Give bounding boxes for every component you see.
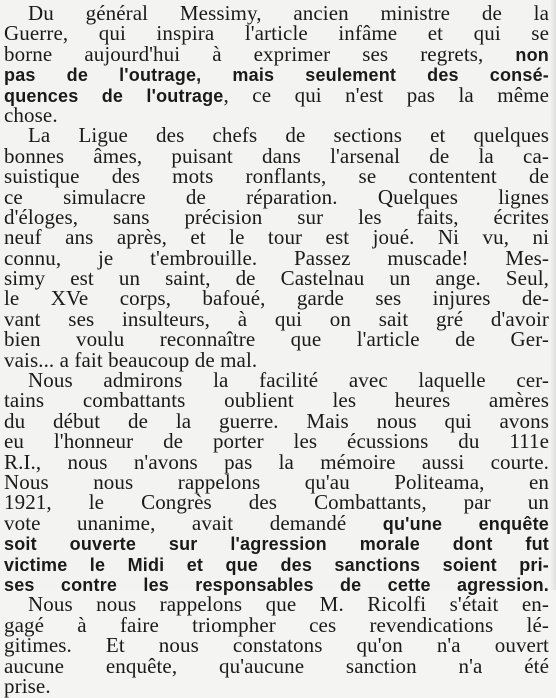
text-line: vote unanime, avait demandé qu'une enquête: [4, 510, 549, 535]
paragraph-1: [4, 3, 549, 125]
text-line: borne aujourd'hui à exprimer ses regrets, non: [4, 41, 549, 66]
text-line: chose.: [4, 102, 58, 127]
text-line: eu l'honneur de porter les écussions du 111e: [4, 429, 549, 454]
text-line: du début de la guerre. Mais nous qui avons: [4, 408, 549, 433]
bold-text: qu'une enquête: [382, 513, 549, 534]
text-line: Nous admirons la facilité avec laquelle cer-: [28, 368, 549, 393]
paragraph-3: [4, 370, 549, 696]
text-line: Nous nous rappelons qu'au Politeama, en: [4, 469, 549, 494]
text-line: tains combattants oublient les heures amères: [4, 388, 549, 413]
bold-text: non: [515, 44, 549, 65]
text-line: La Ligue des chefs de sections et quelques: [28, 123, 549, 148]
text-line: neuf ans après, et le tour est joué. Ni vu, ni: [4, 225, 549, 250]
bold-text: victime le Midi et que des sanctions soient pri-: [4, 554, 549, 575]
text-line: quences de l'outrage, ce qui n'est pas la même: [4, 82, 549, 107]
text-line: prise.: [4, 673, 51, 698]
text-line: gagé à faire triompher ces revendications lé-: [4, 612, 549, 637]
article-column: [4, 3, 549, 696]
text-line: suistique des mots ronflants, se contentent de: [4, 164, 549, 189]
text-line: bien voulu reconnaître que l'article de Ger-: [4, 327, 549, 352]
text-line: Du général Messimy, ancien ministre de la: [28, 1, 549, 25]
text-line: [4, 64, 549, 84]
text-line: [4, 574, 549, 594]
text-line: Guerre, qui inspira l'article infâme et qui se: [4, 21, 549, 46]
page-edge-shadow: [550, 0, 556, 590]
text-line: gitimes. Et nous constatons qu'on n'a ouvert: [4, 633, 549, 658]
text-line: simy est un saint, de Castelnau un ange. Seul,: [4, 266, 549, 291]
text-line: vais... a fait beaucoup de mal.: [4, 347, 258, 372]
text-line: le XVe corps, bafoué, garde ses injures de-: [4, 286, 549, 311]
paragraph-2: [4, 125, 549, 370]
bold-text: ses contre les responsables de cette agression.: [4, 574, 549, 595]
text-line: d'éloges, sans précision sur les faits, écrites: [4, 204, 549, 229]
text-line: Nous nous rappelons que M. Ricolfi s'était en-: [28, 592, 549, 617]
text-line: ce simulacre de réparation. Quelques lignes: [4, 184, 549, 209]
text-line: vant ses insulteurs, à qui on sait gré d'avoir: [4, 306, 549, 331]
text-line: R.I., nous n'avons pas la mémoire aussi courte.: [4, 449, 549, 474]
text-line: bonnes âmes, puisant dans l'arsenal de la ca-: [4, 143, 549, 168]
text-line: aucune enquête, qu'aucune sanction n'a été: [4, 653, 549, 678]
bold-text: soit ouverte sur l'agression morale dont fut: [4, 534, 549, 555]
bold-text: pas de l'outrage, mais seulement des consé-: [4, 65, 549, 86]
text-line: connu, je t'embrouille. Passez muscade! Mes-: [4, 245, 549, 270]
text-line: [4, 533, 549, 553]
bold-text: quences de l'outrage: [4, 85, 224, 106]
text-line: [4, 554, 549, 574]
text-line: 1921, le Congrès des Combattants, par un: [4, 490, 549, 515]
